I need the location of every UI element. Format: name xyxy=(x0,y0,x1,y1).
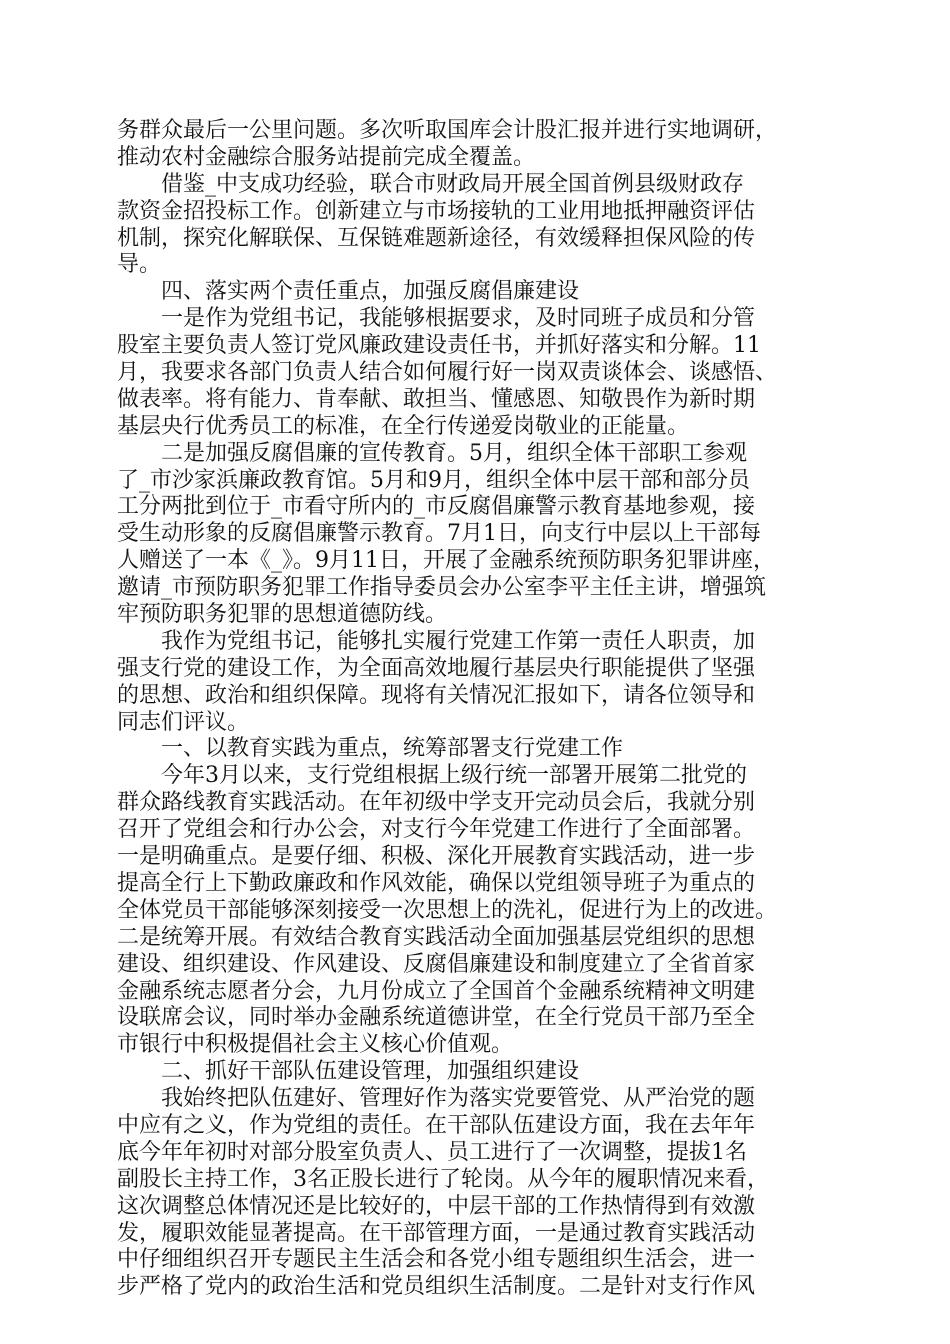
text-line: 设联席会议，同时举办金融系统道德讲堂，在全行党员干部乃至全 xyxy=(117,1005,756,1031)
text-line: 牢预防职务犯罪的思想道德防线。 xyxy=(117,602,448,628)
text-line: 提高全行上下勤政廉政和作风效能，确保以党组领导班子为重点的 xyxy=(117,870,756,896)
text-line: 金融系统志愿者分会，九月份成立了全国首个金融系统精神文明建 xyxy=(117,978,756,1004)
text-line: 强支行党的建设工作，为全面高效地履行基层央行职能提供了坚强 xyxy=(117,655,756,681)
text-line: 二是加强反腐倡廉的宣传教育。5月，组织全体干部职工参观 xyxy=(117,440,747,466)
text-line: 这次调整总体情况还是比较好的，中层干部的工作热情得到有效激 xyxy=(117,1193,756,1219)
text-line: 全体党员干部能够深刻接受一次思想上的洗礼，促进行为上的改进。 xyxy=(117,897,778,923)
text-line: 步严格了党内的政治生活和党员组织生活制度。二是针对支行作风 xyxy=(117,1274,756,1300)
text-line: 我作为党组书记，能够扎实履行党建工作第一责任人职责，加 xyxy=(117,628,756,654)
text-line: 今年3月以来，支行党组根据上级行统一部署开展第二批党的 xyxy=(117,763,747,789)
text-line: 市银行中积极提倡社会主义核心价值观。 xyxy=(117,1032,514,1058)
text-line: 务群众最后一公里问题。多次听取国库会计股汇报并进行实地调研， xyxy=(117,118,778,143)
text-line: 月，我要求各部门负责人结合如何履行好一岗双责谈体会、谈感悟、 xyxy=(117,360,778,386)
text-line: 一、以教育实践为重点，统筹部署支行党建工作 xyxy=(117,736,624,762)
text-line: 邀请_市预防职务犯罪工作指导委员会办公室李平主任主讲，增强筑 xyxy=(117,575,767,601)
text-line: 中仔细组织召开专题民主生活会和各党小组专题组织生活会，进一 xyxy=(117,1247,756,1273)
text-line: 召开了党组会和行办公会，对支行今年党建工作进行了全面部署。 xyxy=(117,817,756,843)
text-line: 了_市沙家浜廉政教育馆。5月和9月，组织全体中层干部和部分员 xyxy=(117,467,750,493)
text-line: 我始终把队伍建好、管理好作为落实党要管党、从严治党的题 xyxy=(117,1086,756,1112)
text-line: 基层央行优秀员工的标准，在全行传递爱岗敬业的正能量。 xyxy=(117,413,690,439)
text-line: 底今年年初时对部分股室负责人、员工进行了一次调整，提拔1名 xyxy=(117,1139,747,1165)
text-line: 款资金招投标工作。创新建立与市场接轨的工业用地抵押融资评估 xyxy=(117,198,756,224)
text-line: 借鉴_中支成功经验，联合市财政局开展全国首例县级财政存 xyxy=(117,171,745,197)
text-line: 副股长主持工作，3名正股长进行了轮岗。从今年的履职情况来看， xyxy=(117,1166,769,1192)
text-line: 股室主要负责人签订党风廉政建设责任书，并抓好落实和分解。11 xyxy=(117,333,761,359)
text-line: 一是作为党组书记，我能够根据要求，及时同班子成员和分管 xyxy=(117,306,756,332)
document-body xyxy=(117,118,833,1301)
text-line: 发，履职效能显著提高。在干部管理方面，一是通过教育实践活动 xyxy=(117,1220,756,1246)
text-line: 四、落实两个责任重点，加强反腐倡廉建设 xyxy=(117,279,580,305)
text-line: 推动农村金融综合服务站提前完成全覆盖。 xyxy=(117,144,536,170)
text-line: 群众路线教育实践活动。在年初级中学支开完动员会后，我就分别 xyxy=(117,790,756,816)
text-line: 工分两批到位于_市看守所内的_市反腐倡廉警示教育基地参观，接 xyxy=(117,494,756,520)
text-line: 受生动形象的反腐倡廉警示教育。7月1日，向支行中层以上干部每 xyxy=(117,521,761,547)
text-line: 中应有之义，作为党组的责任。在干部队伍建设方面，我在去年年 xyxy=(117,1112,756,1138)
text-line: 二是统筹开展。有效结合教育实践活动全面加强基层党组织的思想 xyxy=(117,924,756,950)
text-line: 一是明确重点。是要仔细、积极、深化开展教育实践活动，进一步 xyxy=(117,844,756,870)
text-line: 人赠送了一本《_》。9月11日，开展了金融系统预防职务犯罪讲座， xyxy=(117,548,775,574)
text-line: 机制，探究化解联保、互保链难题新途径，有效缓释担保风险的传 xyxy=(117,225,756,251)
text-line: 同志们评议。 xyxy=(117,709,250,735)
text-line: 二、抓好干部队伍建设管理，加强组织建设 xyxy=(117,1059,580,1085)
text-line: 的思想、政治和组织保障。现将有关情况汇报如下，请各位领导和 xyxy=(117,682,756,708)
text-line: 做表率。将有能力、肯奉献、敢担当、懂感恩、知敬畏作为新时期 xyxy=(117,386,756,412)
text-line: 导。 xyxy=(117,252,162,278)
text-line: 建设、组织建设、作风建设、反腐倡廉建设和制度建立了全省首家 xyxy=(117,951,756,977)
